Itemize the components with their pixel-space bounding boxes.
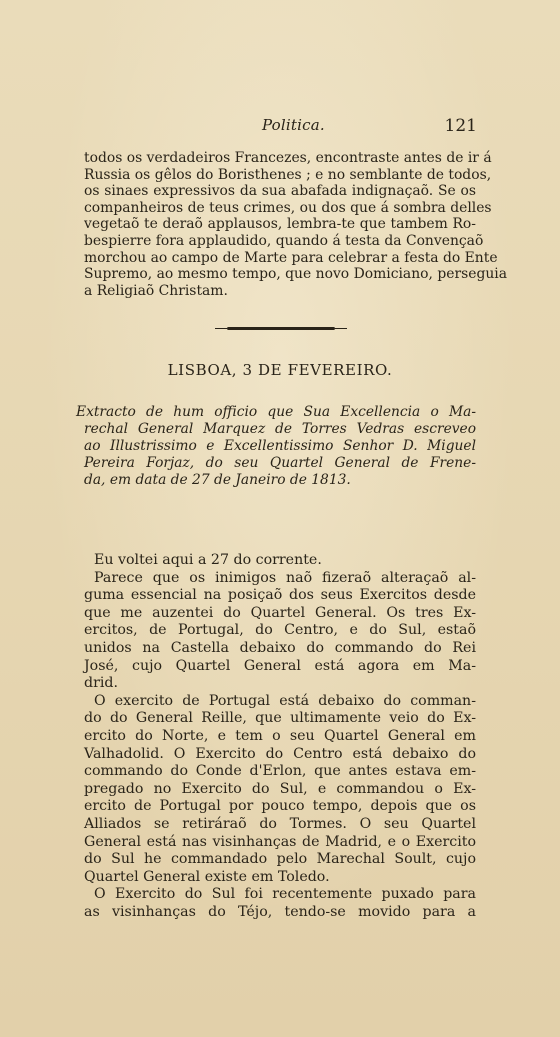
text-line: unidos na Castella debaixo do commando do Rei xyxy=(84,639,476,656)
section-divider xyxy=(227,327,335,330)
text-line: O exercito de Portugal está debaixo do comman- xyxy=(94,692,476,709)
dateline-heading: LISBOA, 3 DE FEVEREIRO. xyxy=(167,361,393,379)
text-line: todos os verdadeiros Francezes, encontraste antes de ir á xyxy=(84,150,492,166)
text-line: da, em data de 27 de Janeiro de 1813. xyxy=(84,472,351,488)
text-line: a Religiaõ Christam. xyxy=(84,282,228,299)
text-line: José, cujo Quartel General está agora em Ma- xyxy=(84,657,476,674)
text-line: rechal General Marquez de Torres Vedras escreveo xyxy=(84,421,476,437)
text-line: pregado no Exercito do Sul, e commandou o Ex- xyxy=(84,780,476,797)
text-line: que me auzentei do Quartel General. Os tres Ex- xyxy=(84,604,476,621)
page-number: 121 xyxy=(444,116,477,136)
running-title: Politica. xyxy=(262,116,325,134)
text-line: Supremo, ao mesmo tempo, que novo Domiciano, perseguia xyxy=(84,266,507,283)
text-line: os sinaes expressivos da sua abafada indignaçaõ. Se os xyxy=(84,183,476,200)
text-line: ercito de Portugal por pouco tempo, depois que os xyxy=(84,798,476,815)
text-line: ao Illustrissimo e Excellentissimo Senhor D. Miguel xyxy=(84,438,476,454)
text-line: Alliados se retiráraõ do Tormes. O seu Quartel xyxy=(84,815,476,832)
text-line: companheiros de teus crimes, ou dos que á sombra delles xyxy=(84,199,492,216)
text-line: Russia os gêlos do Boristhenes ; e no semblante de todos, xyxy=(84,166,492,183)
text-line: bespierre fora applaudido, quando á testa da Convençaõ xyxy=(84,232,484,249)
text-line: do Sul he commandado pelo Marechal Soult, cujo xyxy=(84,851,476,868)
text-line: Quartel General existe em Toledo. xyxy=(84,868,330,885)
extract-heading xyxy=(76,404,476,489)
text-line: O Exercito do Sul foi recentemente puxado para xyxy=(94,886,476,903)
text-line: Parece que os inimigos naõ fizeraõ alteraçaõ al- xyxy=(94,569,476,586)
text-line: as visinhanças do Téjo, tendo-se movido para a xyxy=(84,903,476,920)
text-line: drid. xyxy=(84,675,118,692)
opening-paragraph xyxy=(84,150,507,299)
text-line: morchou ao campo de Marte para celebrar a festa do Ente xyxy=(84,249,498,266)
text-line: do do General Reille, que ultimamente veio do Ex- xyxy=(84,710,476,727)
text-line: Valhadolid. O Exercito do Centro está debaixo do xyxy=(84,745,476,762)
text-line: Extracto de hum officio que Sua Excellencia o Ma- xyxy=(76,404,476,420)
text-line: ercito do Norte, e tem o seu Quartel General em xyxy=(84,727,476,744)
text-line: guma essencial na posiçaõ dos seus Exercitos desde xyxy=(84,587,476,604)
text-line: Pereira Forjaz, do seu Quartel General de Frene- xyxy=(84,455,476,471)
text-line: ercitos, de Portugal, do Centro, e do Sul, estaõ xyxy=(84,622,476,639)
letter-body xyxy=(84,552,476,921)
text-line: commando do Conde d'Erlon, que antes estava em- xyxy=(84,763,476,780)
text-line: vegetaõ te deraõ applausos, lembra-te que tambem Ro- xyxy=(84,216,476,233)
text-line: Eu voltei aqui a 27 do corrente. xyxy=(94,552,322,568)
text-line: General está nas visinhanças de Madrid, e o Exercito xyxy=(84,833,476,850)
page-header xyxy=(262,116,477,138)
